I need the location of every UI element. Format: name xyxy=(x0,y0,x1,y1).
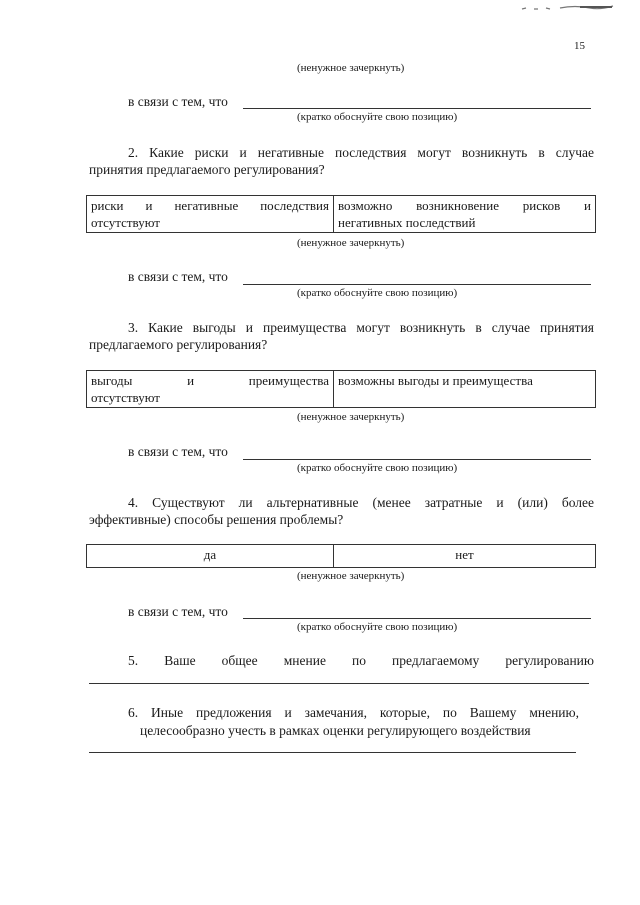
option-no-risks[interactable] xyxy=(87,196,334,233)
because-label: в связи с тем, что xyxy=(128,604,228,619)
justify-note: (кратко обоснуйте свою позицию) xyxy=(297,621,458,633)
scan-artifact xyxy=(520,3,615,13)
answer-line[interactable] xyxy=(243,108,591,109)
option-no-benefits[interactable] xyxy=(87,371,334,408)
option-no[interactable]: нет xyxy=(334,545,596,568)
option-text: отсутствуют xyxy=(91,390,160,405)
question-3-line-1: 3. Какие выгоды и преимущества могут возникнуть в случае принятия xyxy=(128,320,594,335)
option-text: негативных последствий xyxy=(338,215,476,230)
question-4-options xyxy=(86,544,596,568)
page-number: 15 xyxy=(574,40,585,52)
answer-line[interactable] xyxy=(243,284,591,285)
strike-note: (ненужное зачеркнуть) xyxy=(297,570,405,582)
because-label: в связи с тем, что xyxy=(128,269,228,284)
option-text: выгоды и преимущества xyxy=(91,373,329,388)
answer-line[interactable] xyxy=(243,618,591,619)
justify-note: (кратко обоснуйте свою позицию) xyxy=(297,111,458,123)
option-text: возможно возникновение рисков и xyxy=(338,198,591,213)
option-text: риски и негативные последствия xyxy=(91,198,329,213)
answer-line[interactable] xyxy=(89,683,589,684)
strike-note: (ненужное зачеркнуть) xyxy=(297,411,405,423)
justify-note: (кратко обоснуйте свою позицию) xyxy=(297,287,458,299)
strike-note: (ненужное зачеркнуть) xyxy=(297,237,405,249)
question-2-options xyxy=(86,195,596,233)
justify-note: (кратко обоснуйте свою позицию) xyxy=(297,462,458,474)
strike-note: (ненужное зачеркнуть) xyxy=(297,62,405,74)
answer-line[interactable] xyxy=(243,459,591,460)
question-4-line-1: 4. Существуют ли альтернативные (менее затратные и (или) более xyxy=(128,495,594,510)
because-label: в связи с тем, что xyxy=(128,94,228,109)
question-6-line-2: целесообразно учесть в рамках оценки регулирующего воздействия xyxy=(140,723,531,738)
option-text: отсутствуют xyxy=(91,215,160,230)
question-2-line-1: 2. Какие риски и негативные последствия могут возникнуть в случае xyxy=(128,145,594,160)
option-benefits-possible[interactable] xyxy=(334,371,596,408)
question-4-line-2: эффективные) способы решения проблемы? xyxy=(89,512,344,527)
answer-line[interactable] xyxy=(89,752,576,753)
option-text: возможны выгоды и преимущества xyxy=(338,373,533,388)
question-2-line-2: принятия предлагаемого регулирования? xyxy=(89,162,325,177)
because-label: в связи с тем, что xyxy=(128,444,228,459)
question-5-line-1: 5. Ваше общее мнение по предлагаемому регулированию xyxy=(128,653,594,668)
question-6-line-1: 6. Иные предложения и замечания, которые, по Вашему мнению, xyxy=(128,705,579,720)
question-3-options xyxy=(86,370,596,408)
option-yes[interactable]: да xyxy=(87,545,334,568)
question-3-line-2: предлагаемого регулирования? xyxy=(89,337,268,352)
option-risks-possible[interactable] xyxy=(334,196,596,233)
